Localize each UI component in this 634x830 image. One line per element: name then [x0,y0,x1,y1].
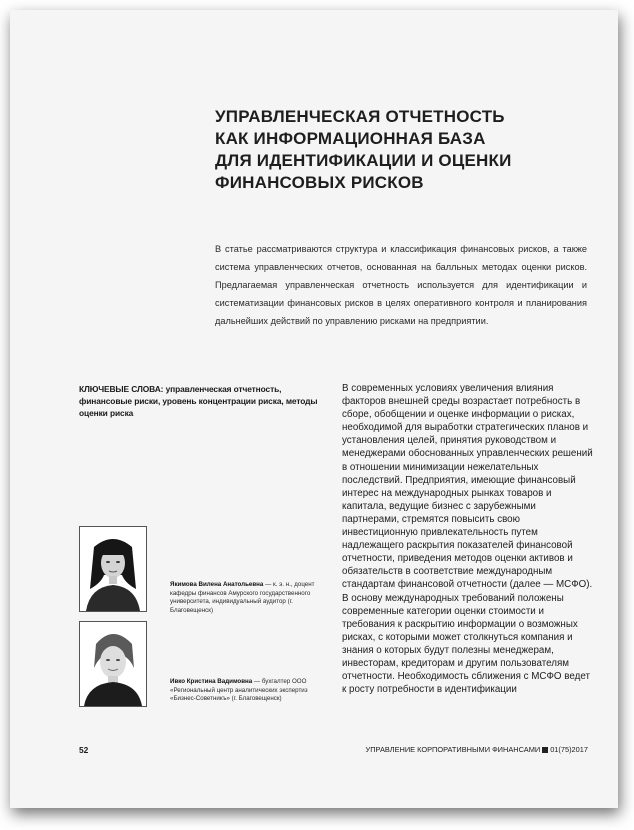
body-paragraph-2: В основу международных требований положены современные категории оценки стоимости и требования к раскрытию информации о возможных рисках, с которыми может столкнуться компания и знания о которых будут полезны менеджерам, инвесторам, кредиторам и другим пользователям отчетности. Необходимость сближения с МСФО ведет к росту потребности в идентификации [342,592,590,696]
portrait-image [80,622,146,706]
page-number: 52 [79,745,89,755]
author-photo-2 [79,621,147,707]
article-body [342,382,594,696]
square-separator-icon [542,747,548,753]
author-info-2 [170,678,335,704]
author-name-1: Якимова Вилена Анатольевна [170,581,264,588]
article-abstract: В статье рассматриваются структура и классификация финансовых рисков, а также система управленческих отчетов, основанная на балльных методах оценки рисков. Предлагаемая управленческая отчетность используется для идентификации и систематизации финансовых рисков в целях оперативного контроля и планирования дальнейших действий по управлению рисками на предприятии. [215,244,587,326]
journal-page [10,10,618,808]
journal-info [366,745,588,754]
author-details-2: — бухгалтер ООО «Региональный центр аналитических экспертиз «Бизнес-Советникъ» (г. Благовещенск) [170,678,308,703]
journal-issue: 01(75)2017 [550,745,588,754]
journal-name: УПРАВЛЕНИЕ КОРПОРАТИВНЫМИ ФИНАНСАМИ [365,745,541,754]
article-title: УПРАВЛЕНЧЕСКАЯ ОТЧЕТНОСТЬ КАК ИНФОРМАЦИОННАЯ БАЗА ДЛЯ ИДЕНТИФИКАЦИИ И ОЦЕНКИ ФИНАНСОВЫХ РИСКОВ [215,107,512,192]
keywords: КЛЮЧЕВЫЕ СЛОВА: управленческая отчетность, финансовые риски, уровень концентрации риска, методы оценки риска [79,384,318,418]
author-details-1: — к. э. н., доцент кафедры финансов Амурского государственного университета, индивидуальный аудитор (г. Благовещенск) [170,581,315,614]
author-photo-1 [79,526,147,612]
portrait-image [80,527,146,611]
body-paragraph-1: В современных условиях увеличения влияния факторов внешней среды возрастает потребность в сборе, обобщении и оценке информации о рисках, необходимой для выработки стратегических планов и установления целей, принятия руководством и менеджерами обоснованных управленческих решений в отношении минимизации нежелательных последствий. Предприятия, имеющие финансовый интерес на международных рынках товаров и капитала, ведущие бизнес с зарубежными партнерами, стремятся повысить свою инвестиционную привлекательность путем надлежащего раскрытия показателей финансовой отчетности, приведения методов оценки активов и обязательств в соответствие международным стандартам финансовой отчетности (далее — МСФО). [342,383,593,591]
author-info-1 [170,581,335,615]
author-name-2: Ивко Кристина Вадимовна [170,678,253,685]
